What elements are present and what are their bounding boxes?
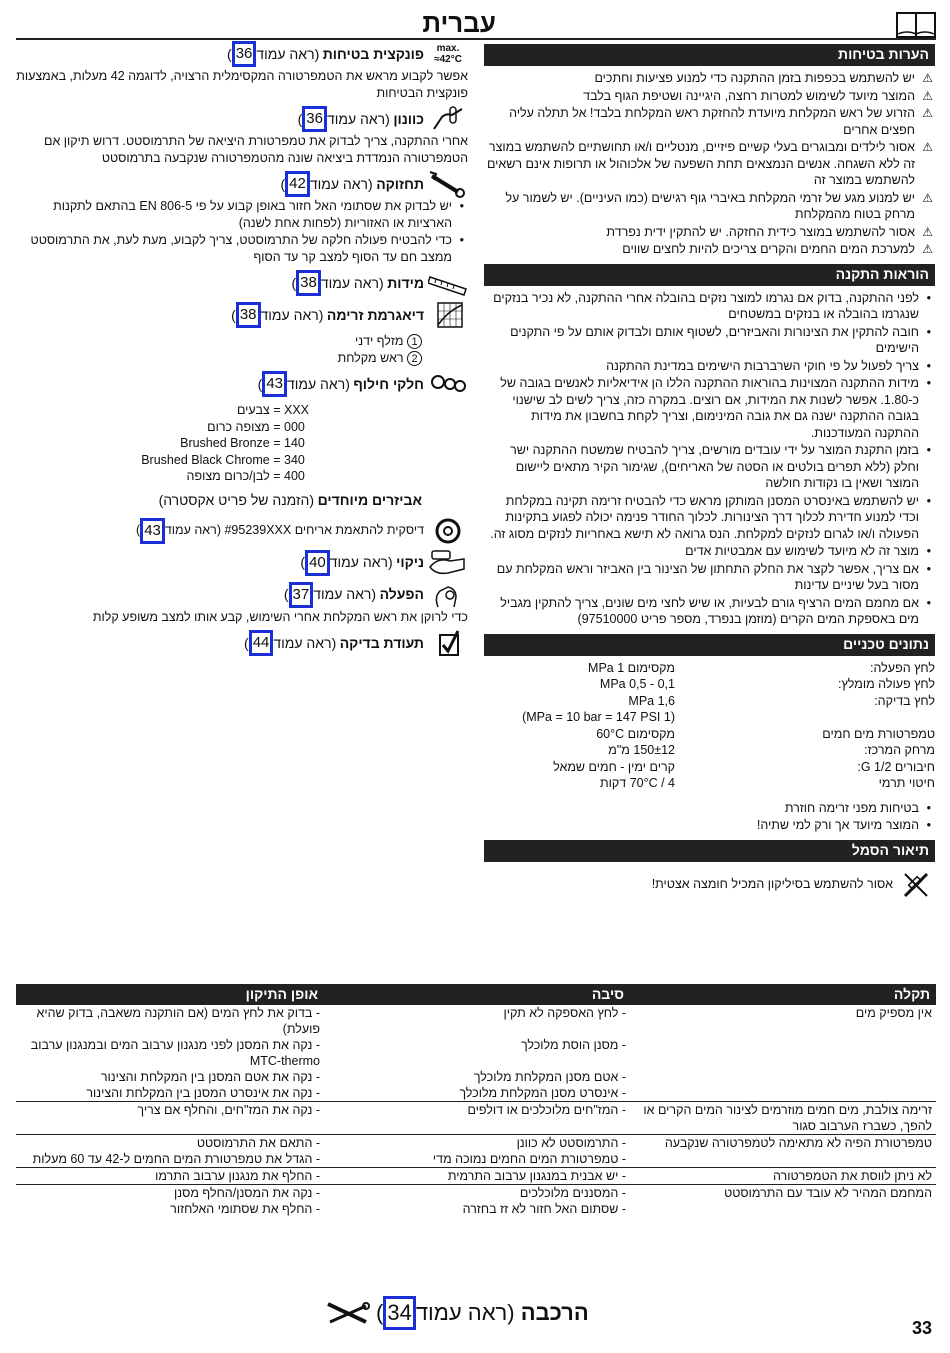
list-item: ⚠ המוצר מיועד לשימוש למטרות רחצה, היגיינה ושטיפת הגוף בלבד	[484, 88, 935, 105]
cell-remedy: - התאם את התרמוסטט	[16, 1134, 324, 1151]
page-title: עברית	[422, 8, 496, 38]
cell-cause: - לחץ האספקה לא תקין	[324, 1004, 630, 1037]
list-item: 1 מזלף ידני	[16, 333, 422, 350]
table-row	[16, 1069, 936, 1085]
table-row	[16, 1101, 936, 1134]
tools-icon	[326, 1298, 370, 1328]
install-title: הוראות התקנה	[484, 264, 935, 286]
cell-problem: המחמם המהיר לא עובד עם התרמוסטט	[630, 1184, 936, 1201]
symbol-title: תיאור הסמל	[484, 840, 935, 862]
cell-remedy: - החלף את מנגנון ערבוב התרמו	[16, 1167, 324, 1184]
safety-list	[484, 70, 935, 258]
list-item: 140 = Brushed Bronze	[180, 436, 305, 450]
list-item: • חובה להתקין את הצינורות והאביזרים, לשטוף אותם ולבדוק אותם על פי התקנים הישימים	[484, 324, 935, 357]
list-item: • יש להשתמש באינסרט המסנן המותקן מראש כדי להבטיח זרימה תקינה במקלחת וכדי למנוע חדירת לכלוך דרך הצינורות. לכלוך החודר פנימה יכולה לפגוע בתקינות הפעולה ו/או לגרום לנזקים למקלחת. הנס גרואה לא תישא באחריות לנזקים מסוג זה.	[484, 493, 935, 543]
tech-bullets	[484, 800, 935, 834]
tech-row: לחץ בדיקה: 1,6 MPa	[628, 693, 935, 708]
page-ref-link[interactable]: 44	[249, 630, 274, 656]
list-item: • אם מחמם המים הרציף גורם לבעיות, או שיש לחצי מים שונים, צריך להתקין מגביל מים באספקת המים הקרים (מוזמן בנפרד, מספר פריט 97510000)	[484, 595, 935, 628]
list-item: 2 ראש מקלחת	[16, 350, 422, 367]
flow-chart-icon	[428, 301, 468, 329]
table-row	[16, 1151, 936, 1168]
cell-cause: - שסתום האל חזור לא זז בחזרה	[462, 1201, 626, 1216]
list-item: ⚠ יש להשתמש בכפפות בזמן ההתקנה כדי למנוע פציעות וחתכים	[484, 70, 935, 87]
left-column	[16, 40, 468, 661]
list-item: 000 = מצופה כרום	[207, 419, 305, 434]
page-number: 33	[912, 1318, 933, 1338]
max-temp-icon: max. ≈42°C	[434, 43, 462, 65]
tech-table	[484, 660, 935, 792]
list-item: ⚠ אסור לילדים ומבוגרים בעלי קשיים פיזיים, מנטליים ו/או תחושתיים להשתמש במוצר זה ללא השגחה. אנשים הנמצאים תחת השפעה של אלכוהול או תרופות אינם רשאים להשתמש במוצר זה	[484, 139, 935, 189]
thermometer-hand-icon	[428, 105, 468, 133]
cell-remedy: - נקה את אינסרט המסנן בין המקלחת והצינור	[86, 1085, 320, 1100]
list-item: ⚠ אסור להשתמש במוצר כידית החזקה. יש להתקין ידית נפרדת	[484, 224, 935, 241]
tech-row: לחץ הפעלה: מקסימום 1 MPa	[588, 660, 935, 675]
cell-problem	[630, 1069, 936, 1085]
tech-title: נתונים טכניים	[484, 634, 935, 656]
cell-problem: אין מספיק מים	[630, 1004, 936, 1037]
cell-problem	[630, 1037, 936, 1069]
page-ref-link[interactable]: 37	[289, 582, 314, 608]
feature-flow-diagram: דיאגרמת זרימה (ראה עמוד 38 ) 1 מזלף ידני 2 ראש מקלחת	[16, 301, 468, 366]
list-item: XXX = צבעים	[236, 403, 310, 417]
column-header-remedy: אופן התיקון	[16, 984, 324, 1004]
list-item: • מידות ההתקנה המצוינות בהוראות ההתקנה הללו הן אידיאליות לאנשים בגובה של כ-1.80. אפשר לשנות את המידות, אם רוצים. במקרה כזה, צריך לשים לב שישנוי בגובה ההתקנה ישנה גם את גובה המינימום, וצריך לקחת בחשבון את מידות ההתקנה המעודכנות.	[484, 375, 935, 441]
silicone-gun-icon	[901, 870, 931, 900]
cell-cause: - המז"חים מלוכלכים או דולפים	[324, 1101, 630, 1134]
safety-title: הערות בטיחות	[484, 44, 935, 66]
book-icon	[896, 12, 936, 38]
assembly-reference: הרכבה (ראה עמוד 34 )	[326, 1296, 589, 1330]
list-item: • בטיחות מפני זרימה חוזרת	[484, 800, 935, 817]
feature-dimensions: מידות (ראה עמוד 38 )	[16, 269, 468, 297]
cell-remedy: - החלף את שסתומי האלחזור	[170, 1201, 320, 1216]
table-row	[16, 1085, 936, 1102]
table-row	[16, 1134, 936, 1151]
cell-cause: - אינסרט מסנן המקלחת מלוכלך	[459, 1085, 626, 1100]
list-item: • מוצר זה לא מיועד לשימוש עם אמבטיות אדים	[484, 543, 935, 560]
feature-operation: הפעלה (ראה עמוד 37 ) כדי לרוקן את ראש המקלחת אחרי השימוש, קבע אותו למצב משופע קלות	[16, 581, 468, 626]
page-ref-link[interactable]: 38	[296, 270, 321, 296]
feature-spare-parts: חלקי חילוף (ראה עמוד 43 ) XXX = צבעים 000 = מצופה כרום 140 = Brushed Bronze 340 = Brushed Black Chrome 400 = לבן/כרום מצופה	[16, 370, 468, 485]
cell-problem: זרימה צולבת, מים חמים מוזרמים לצינור המים הקרים או להפך, כשברז הערבוב סגור	[630, 1101, 936, 1134]
wrench-icon	[428, 170, 468, 198]
symbol-row	[484, 870, 935, 900]
table-row	[16, 1037, 936, 1069]
table-row	[16, 1167, 936, 1184]
list-item: ⚠ הזרוע של ראש המקלחת מיועדת להחזקת ראש המקלחת בלבד! אל תתלה עליה חפצים אחרים	[484, 105, 935, 138]
cell-cause: - יש אבנית במנגנון ערבוב התרמית	[324, 1167, 630, 1184]
feature-certificate: תעודת בדיקה (ראה עמוד 44 )	[16, 629, 468, 657]
list-item: ⚠ יש למנוע מגע של זרמי המקלחת באיברי גוף רגישים (כמו העיניים). יש לשמור על מרחק בטוח מהמקלחת	[484, 190, 935, 223]
column-header-cause: סיבה	[324, 984, 630, 1004]
symbol-text: אסור להשתמש בסיליקון המכיל חומצה אצטית!	[651, 877, 893, 892]
cell-remedy: - נקה את המסנן לפני מנגנון ערבוב המים ובמנגנון ערבוב MTC-thermo	[30, 1037, 320, 1068]
cell-cause: - המסננים מלוכלכים	[324, 1184, 630, 1201]
table-row	[16, 1184, 936, 1201]
page-ref-link[interactable]: 36	[302, 106, 327, 132]
list-item: ⚠ למערכת המים החמים והקרים צריכים להיות לחצים שווים	[484, 241, 935, 258]
cell-cause: - התרמוסטט לא כוונן	[324, 1134, 630, 1151]
troubleshooting-table	[16, 984, 936, 1217]
page-ref-link[interactable]: 36	[232, 41, 257, 67]
feature-safety-function: max. ≈42°C פונקצית בטיחות (ראה עמוד 36 ) אפשר לקבוע מראש את הטמפרטורה המקסימלית הרצויה, לדוגמה 42 מעלות, באמצעות פונקצית הבטיחות	[16, 40, 468, 101]
install-list	[484, 290, 935, 628]
feature-maintenance: תחזוקה (ראה עמוד 42 ) • יש לבדוק את שסתומי האל חזור באופן קבוע על פי EN 806-5 בהתאם לתקנות הארציות או האזוריות (לפחות אחת לשנה) • כדי להבטיח פעולה חלקה של התרמוסטט, צריך לקבוע, מעת לעת, את התרמוסטט ממצב חם עד הסוף למצב קר עד הסוף	[16, 170, 468, 265]
table-row	[16, 1201, 936, 1217]
table-row	[16, 1004, 936, 1037]
cell-problem: לא ניתן לווסת את הטמפרטורה	[630, 1167, 936, 1184]
page-header	[16, 6, 936, 40]
tech-row: מרחק המרכז: 150±12 מ"מ	[608, 743, 935, 757]
page-ref-link[interactable]: 34	[383, 1296, 415, 1330]
list-item: • יש לבדוק את שסתומי האל חזור באופן קבוע על פי EN 806-5 בהתאם לתקנות הארציות או האזוריות (לפחות אחת לשנה)	[16, 198, 468, 231]
page-ref-link[interactable]: 40	[305, 550, 330, 576]
tile-disc-icon	[428, 517, 468, 545]
operation-hand-icon	[428, 581, 468, 609]
list-item: • לפני ההתקנה, בדוק אם נגרמו למוצר נזקים בהובלה אחרי ההתקנה, לא נכיר בנזקים שנגרמו בהובלה או בנזקים במשטחים	[484, 290, 935, 323]
cell-problem	[630, 1201, 936, 1217]
cell-cause: - מסנן הוסת מלוכלך	[520, 1037, 626, 1052]
column-header-problem: תקלה	[630, 984, 936, 1004]
page-ref-link[interactable]: 43	[262, 371, 287, 397]
page-ref-link[interactable]: 43	[140, 518, 165, 544]
cell-remedy: - נקה את המז"חים, והחלף אם צריך	[16, 1101, 324, 1134]
list-item: • כדי להבטיח פעולה חלקה של התרמוסטט, צריך לקבוע, מעת לעת, את התרמוסטט ממצב חם עד הסוף למצב קר עד הסוף	[16, 232, 468, 265]
cell-remedy: - נקה את אטם המסנן בין המקלחת והצינור	[100, 1069, 320, 1084]
cell-cause: - טמפרטורת המים החמים נמוכה מדי	[432, 1151, 626, 1166]
page-ref-link[interactable]: 42	[285, 171, 310, 197]
table-header-row	[16, 984, 936, 1004]
list-item: • צריך לפעול על פי חוקי השרברבות הישימים במדינת ההתקנה	[484, 358, 935, 375]
cell-remedy: - הגדל את טמפרטורת המים החמים ל-42 עד 60 מעלות	[32, 1151, 320, 1166]
feature-accessories: אביזרים מיוחדים (הזמנה של פריט אקסטרה) דיסקית להתאמת אריחים #95239XXX (ראה עמוד 43 )	[16, 489, 468, 545]
list-item: • בזמן התקנת המוצר על ידי עובדים מורשים, צריך להבטיח שמשטח ההתקנה ישר וחלק (ללא תפרים בולטים או הסטה של האריחים), שגימור הקיר מתאים ליישום המוצר ושאין בו נקודות חולשה	[484, 442, 935, 492]
cell-remedy: - בדוק את לחץ המים (אם הותקנה משאבה, בדוק שהיא פועלת)	[16, 1004, 324, 1037]
tech-row: לחץ פעולה מומלץ: 0,1 - 0,5 MPa	[599, 677, 935, 691]
list-item: • המוצר מיועד אך ורק למי שתיה!	[484, 817, 935, 834]
tech-row: טמפרטורת מים חמים מקסימום 60°C	[596, 726, 935, 741]
tech-row: חיטוי תרמי 70°C / 4 דקות	[600, 776, 935, 790]
cell-problem	[630, 1151, 936, 1168]
list-item: • אם צריך, אפשר לקצר את החלק התחתון של הצינור בין האביזר וראש המקלחת עם מסור בעל שיניים עדינות	[484, 561, 935, 594]
tech-row: חיבורים G 1/2: קרים ימין - חמים שמאל	[553, 759, 935, 774]
spare-parts-icon	[428, 370, 468, 398]
tech-row: (1 MPa = 10 bar = 147 PSI)	[522, 710, 675, 724]
page-ref-link[interactable]: 38	[236, 302, 261, 328]
cell-cause: - אטם מסנן המקלחת מלוכלך	[473, 1069, 626, 1084]
checkbox-icon	[428, 629, 468, 657]
list-item: 400 = לבן/כרום מצופה	[186, 469, 305, 483]
cell-problem: טמפרטורת הפיה לא מתאימה לטמפרטורה שנקבעה	[630, 1134, 936, 1151]
cell-problem	[630, 1085, 936, 1102]
list-item: 340 = Brushed Black Chrome	[141, 452, 305, 467]
cell-remedy: - נקה את המסנן/החלף מסנן	[16, 1184, 324, 1201]
color-codes	[16, 402, 468, 485]
feature-cleaning: ניקוי (ראה עמוד 40 )	[16, 549, 468, 577]
right-column	[484, 44, 935, 900]
ruler-icon	[428, 269, 468, 297]
cleaning-hand-icon	[428, 549, 468, 577]
feature-calibration: כוונון (ראה עמוד 36 ) אחרי ההתקנה, צריך לבדוק את טמפרטורת היציאה של התרמוסטט. דרוש תיקון אם הטמפרטורה הנמדדת ביציאה שונה מהטמפרטורה שנקבעה בתרמוסטט	[16, 105, 468, 166]
